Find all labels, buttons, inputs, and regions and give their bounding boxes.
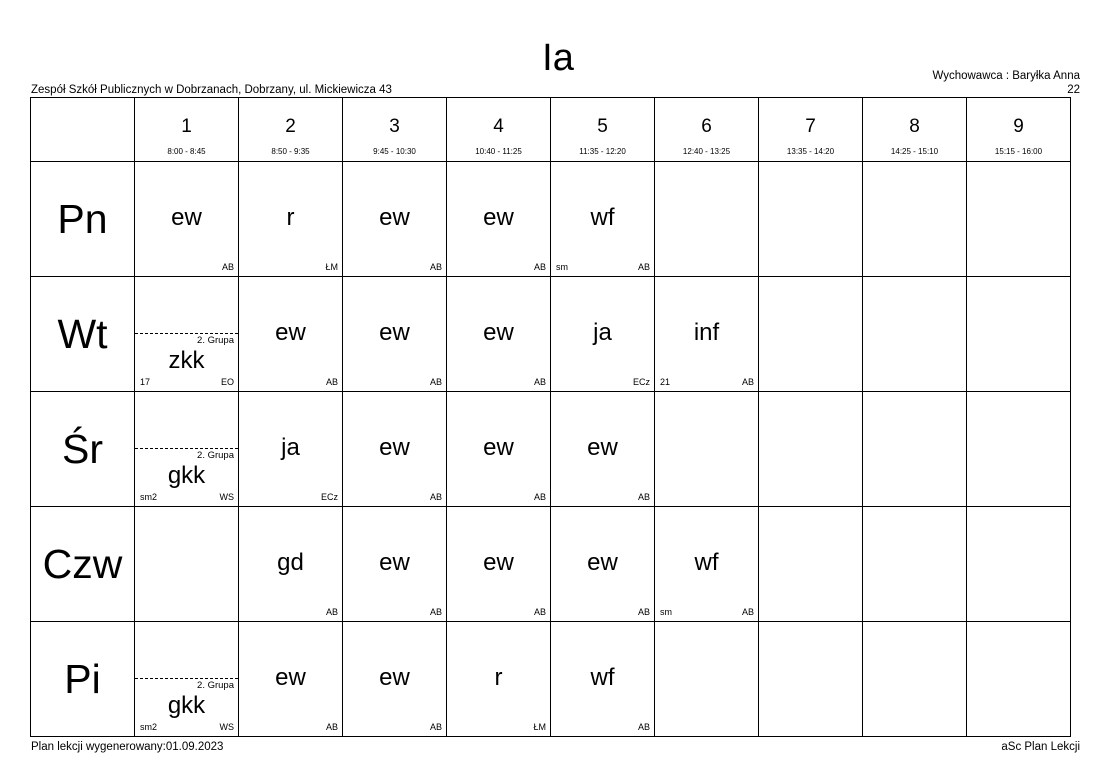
room-code: 17 — [140, 377, 151, 387]
day-name: Czw — [42, 541, 123, 587]
day-row — [31, 162, 1071, 277]
period-header-cell — [759, 98, 863, 162]
class-teacher-label: Wychowawca : Baryłka Anna — [932, 70, 1080, 82]
teacher-code: AB — [741, 607, 754, 617]
empty-cell — [759, 392, 863, 507]
room-code: 21 — [660, 377, 671, 387]
teacher-code: AB — [325, 377, 338, 387]
teacher-code: AB — [325, 722, 338, 732]
day-header-cell — [31, 507, 135, 622]
period-header-row — [31, 98, 1071, 162]
teacher-code: AB — [429, 492, 442, 502]
empty-cell — [655, 622, 759, 737]
period-number: 1 — [181, 116, 192, 137]
subject-code: ew — [379, 549, 410, 576]
period-number: 8 — [909, 116, 920, 137]
subject-code: ew — [587, 434, 618, 461]
teacher-code: AB — [533, 607, 546, 617]
period-time: 15:15 - 16:00 — [994, 147, 1043, 156]
timetable-grid — [30, 97, 1071, 737]
day-row — [31, 392, 1071, 507]
lesson-cell — [239, 277, 343, 392]
subject-code: inf — [693, 319, 720, 346]
day-row — [31, 277, 1071, 392]
lesson-cell — [447, 622, 551, 737]
empty-cell — [759, 162, 863, 277]
teacher-code: AB — [429, 607, 442, 617]
teacher-code: AB — [533, 377, 546, 387]
lesson-cell — [551, 622, 655, 737]
subject-code: ew — [171, 204, 202, 231]
period-number: 2 — [285, 116, 296, 137]
lesson-cell — [343, 277, 447, 392]
subject-code: wf — [590, 204, 615, 231]
period-header-cell — [863, 98, 967, 162]
lesson-cell — [447, 392, 551, 507]
teacher-code: ECz — [632, 377, 650, 387]
teacher-code: ŁM — [325, 262, 338, 272]
corner-cell — [31, 98, 135, 162]
teacher-code: AB — [533, 262, 546, 272]
period-time: 13:35 - 14:20 — [786, 147, 835, 156]
period-time: 14:25 - 15:10 — [890, 147, 939, 156]
lesson-cell — [135, 162, 239, 277]
empty-cell — [135, 507, 239, 622]
period-header-cell — [447, 98, 551, 162]
empty-cell — [967, 392, 1071, 507]
period-header-cell — [551, 98, 655, 162]
class-teacher — [932, 69, 1080, 97]
day-name: Śr — [62, 426, 103, 472]
teacher-code: AB — [325, 607, 338, 617]
teacher-code: AB — [429, 262, 442, 272]
lesson-cell — [551, 507, 655, 622]
lesson-cell — [239, 507, 343, 622]
empty-cell — [863, 622, 967, 737]
teacher-code: AB — [741, 377, 754, 387]
period-number: 6 — [701, 116, 712, 137]
day-header-cell — [31, 162, 135, 277]
day-row — [31, 622, 1071, 737]
day-name: Wt — [57, 311, 108, 357]
subject-code: ew — [379, 664, 410, 691]
period-number: 9 — [1013, 116, 1024, 137]
period-time: 12:40 - 13:25 — [682, 147, 731, 156]
lesson-cell — [343, 162, 447, 277]
teacher-code: ECz — [320, 492, 338, 502]
generated-date: Plan lekcji wygenerowany:01.09.2023 — [31, 741, 224, 753]
period-number: 3 — [389, 116, 400, 137]
subject-code: zkk — [168, 347, 205, 374]
period-time: 8:00 - 8:45 — [167, 147, 206, 156]
empty-cell — [967, 162, 1071, 277]
class-teacher-number: 22 — [1067, 84, 1080, 96]
day-header-cell — [31, 622, 135, 737]
software-name: aSc Plan Lekcji — [1001, 741, 1080, 753]
teacher-code: AB — [637, 607, 650, 617]
teacher-code: ŁM — [533, 722, 546, 732]
lesson-cell — [551, 392, 655, 507]
period-number: 5 — [597, 116, 608, 137]
empty-cell — [759, 277, 863, 392]
group-label: 2. Grupa — [197, 680, 234, 691]
period-number: 4 — [493, 116, 504, 137]
period-header-cell — [239, 98, 343, 162]
period-header-cell — [135, 98, 239, 162]
lesson-cell — [343, 622, 447, 737]
lesson-cell — [655, 507, 759, 622]
empty-cell — [655, 162, 759, 277]
empty-cell — [863, 392, 967, 507]
lesson-cell — [135, 392, 239, 507]
empty-cell — [967, 277, 1071, 392]
teacher-code: AB — [637, 492, 650, 502]
empty-cell — [967, 507, 1071, 622]
room-code: sm2 — [140, 722, 158, 732]
lesson-cell — [239, 622, 343, 737]
subject-code: gkk — [167, 692, 206, 719]
lesson-cell — [343, 507, 447, 622]
subject-code: ew — [483, 204, 514, 231]
day-header-cell — [31, 392, 135, 507]
lesson-cell — [343, 392, 447, 507]
teacher-code: WS — [219, 492, 234, 502]
subject-code: ew — [275, 319, 306, 346]
lesson-cell — [447, 507, 551, 622]
empty-cell — [759, 622, 863, 737]
subject-code: ew — [483, 434, 514, 461]
day-name: Pi — [64, 656, 101, 702]
day-name: Pn — [57, 196, 108, 242]
group-split-line — [135, 392, 238, 449]
lesson-cell — [239, 162, 343, 277]
teacher-code: EO — [220, 377, 234, 387]
lesson-cell — [551, 162, 655, 277]
page-title: Ia — [542, 37, 574, 79]
day-row — [31, 507, 1071, 622]
lesson-cell — [655, 277, 759, 392]
teacher-code: AB — [429, 722, 442, 732]
teacher-code: AB — [429, 377, 442, 387]
subject-code: ew — [483, 319, 514, 346]
day-header-cell — [31, 277, 135, 392]
group-label: 2. Grupa — [197, 450, 234, 461]
period-header-cell — [655, 98, 759, 162]
period-time: 10:40 - 11:25 — [475, 147, 522, 156]
subject-code: ew — [275, 664, 306, 691]
subject-code: ew — [379, 434, 410, 461]
period-header-cell — [967, 98, 1071, 162]
empty-cell — [655, 392, 759, 507]
group-label: 2. Grupa — [197, 335, 234, 346]
lesson-cell — [447, 162, 551, 277]
lesson-cell — [135, 277, 239, 392]
lesson-cell — [447, 277, 551, 392]
subject-code: r — [286, 204, 295, 231]
teacher-code: AB — [637, 722, 650, 732]
period-time: 9:45 - 10:30 — [373, 147, 416, 156]
teacher-code: WS — [219, 722, 234, 732]
subject-code: ja — [593, 319, 612, 346]
group-split-line — [135, 277, 238, 334]
subject-code: ja — [281, 434, 300, 461]
teacher-code: AB — [637, 262, 650, 272]
subject-code: wf — [694, 549, 719, 576]
period-time: 8:50 - 9:35 — [271, 147, 310, 156]
room-code: sm2 — [140, 492, 158, 502]
subject-code: wf — [590, 664, 615, 691]
subject-code: r — [494, 664, 503, 691]
lesson-cell — [551, 277, 655, 392]
empty-cell — [863, 277, 967, 392]
subject-code: gkk — [167, 462, 206, 489]
room-code: sm — [660, 607, 672, 617]
group-split-line — [135, 622, 238, 679]
period-time: 11:35 - 12:20 — [579, 147, 626, 156]
teacher-code: AB — [221, 262, 234, 272]
subject-code: ew — [379, 204, 410, 231]
empty-cell — [967, 622, 1071, 737]
subject-code: gd — [277, 549, 304, 576]
period-number: 7 — [805, 116, 816, 137]
subject-code: ew — [587, 549, 618, 576]
lesson-cell — [135, 622, 239, 737]
empty-cell — [863, 162, 967, 277]
lesson-cell — [239, 392, 343, 507]
subject-code: ew — [483, 549, 514, 576]
room-code: sm — [556, 262, 568, 272]
period-header-cell — [343, 98, 447, 162]
school-name: Zespół Szkół Publicznych w Dobrzanach, Dobrzany, ul. Mickiewicza 43 — [31, 84, 392, 96]
empty-cell — [863, 507, 967, 622]
subject-code: ew — [379, 319, 410, 346]
empty-cell — [759, 507, 863, 622]
teacher-code: AB — [533, 492, 546, 502]
